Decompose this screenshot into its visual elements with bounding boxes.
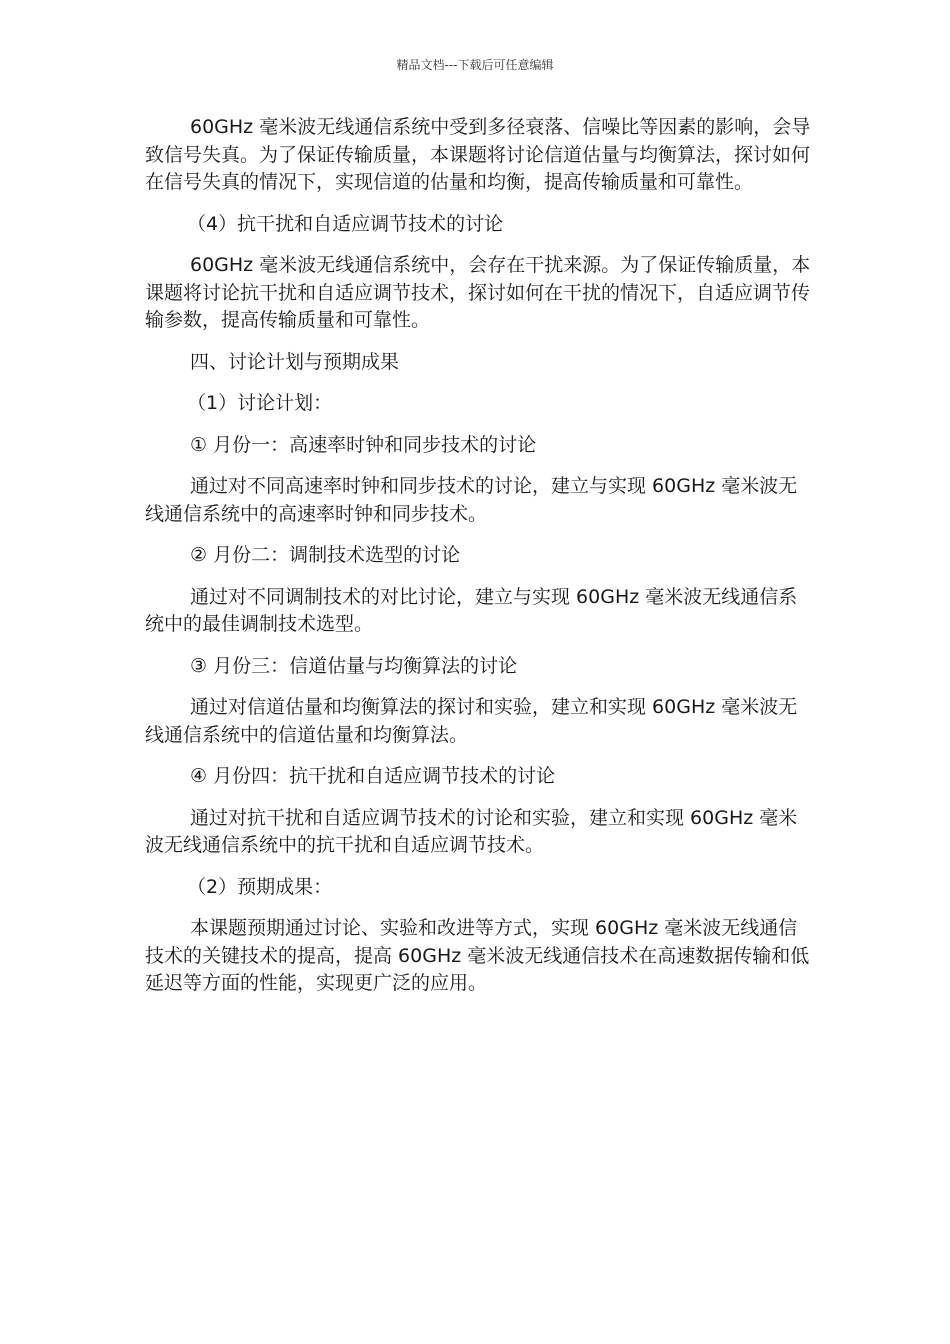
document-body xyxy=(145,114,815,1012)
section-heading-plan: （1）讨论计划： xyxy=(187,392,333,414)
page-header: 精品文档---下载后可任意编辑 xyxy=(396,58,554,72)
plan-item-month-2: ② 月份二：调制技术选型的讨论 xyxy=(190,544,461,566)
paragraph-expected-results: 本课题预期通过讨论、实验和改进等方式，实现 60GHz 毫米波无线通信技术的关键技术的提高，提高 60GHz 毫米波无线通信技术在高速数据传输和低延迟等方面的性能，实现更广泛的应用。 xyxy=(145,917,810,994)
plan-item-month-4: ④ 月份四：抗干扰和自适应调节技术的讨论 xyxy=(190,765,556,787)
paragraph-anti-interference: 60GHz 毫米波无线通信系统中，会存在干扰来源。为了保证传输质量，本课题将讨论抗干扰和自适应调节技术，探讨如何在干扰的情况下，自适应调节传输参数，提高传输质量和可靠性。 xyxy=(145,254,811,331)
paragraph-month-3: 通过对信道估量和均衡算法的探讨和实验，建立和实现 60GHz 毫米波无线通信系统中的信道估量和均衡算法。 xyxy=(145,696,798,746)
chapter-heading-plan: 四、讨论计划与预期成果 xyxy=(190,350,400,373)
paragraph-channel-estimation: 60GHz 毫米波无线通信系统中受到多径衰落、信噪比等因素的影响，会导致信号失真。为了保证传输质量，本课题将讨论信道估量与均衡算法，探讨如何在信号失真的情况下，实现信道的估量和均衡，提高传输质量和可靠性。 xyxy=(145,116,811,193)
plan-item-month-1: ① 月份一：高速率时钟和同步技术的讨论 xyxy=(190,433,537,456)
paragraph-month-4: 通过对抗干扰和自适应调节技术的讨论和实验，建立和实现 60GHz 毫米波无线通信系统中的抗干扰和自适应调节技术。 xyxy=(145,806,798,856)
paragraph-month-2: 通过对不同调制技术的对比讨论，建立与实现 60GHz 毫米波无线通信系统中的最佳调制技术选型。 xyxy=(145,585,798,635)
paragraph-month-1: 通过对不同高速率时钟和同步技术的讨论，建立与实现 60GHz 毫米波无线通信系统中的高速率时钟和同步技术。 xyxy=(145,475,798,525)
plan-item-month-3: ③ 月份三：信道估量与均衡算法的讨论 xyxy=(190,654,518,677)
section-heading-expected-results: （2）预期成果： xyxy=(187,875,333,898)
section-heading-anti-interference: （4）抗干扰和自适应调节技术的讨论 xyxy=(187,212,504,235)
